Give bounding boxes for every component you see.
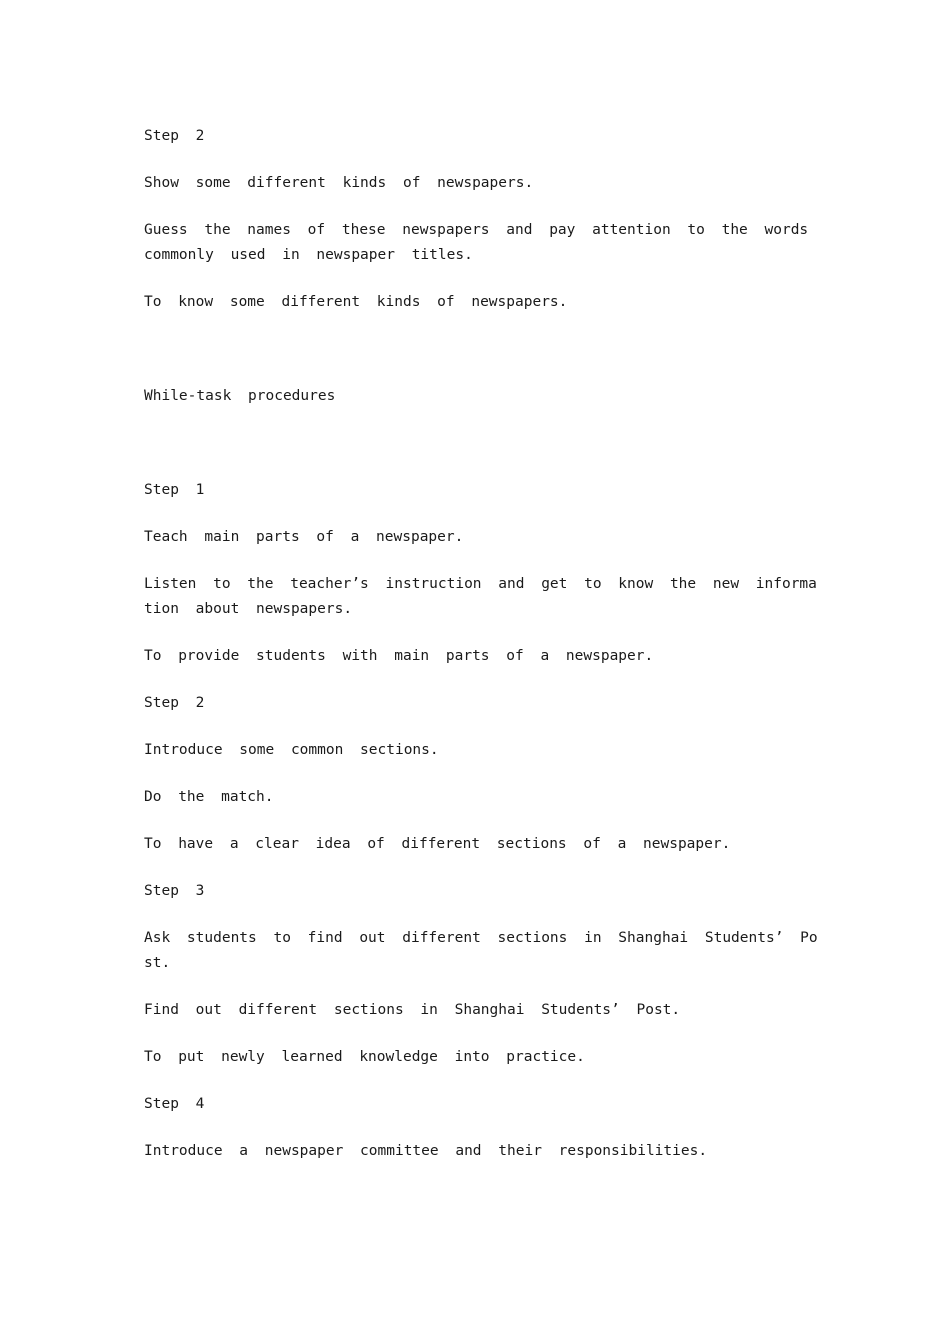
paragraph bbox=[144, 644, 809, 669]
text-line: Ask students to find out different sections in Shanghai Students’ Po bbox=[144, 930, 818, 946]
step-heading bbox=[144, 478, 809, 503]
text-line: Step 2 bbox=[144, 128, 205, 144]
paragraph bbox=[144, 290, 809, 315]
text-line: To know some different kinds of newspapers. bbox=[144, 294, 568, 310]
paragraph bbox=[144, 525, 809, 550]
text-line: Step 3 bbox=[144, 883, 205, 899]
text-line: Step 1 bbox=[144, 482, 205, 498]
paragraph bbox=[144, 832, 809, 857]
text-line: To provide students with main parts of a newspaper. bbox=[144, 648, 654, 664]
step-heading bbox=[144, 879, 809, 904]
text-line: While-task procedures bbox=[144, 388, 336, 404]
paragraph bbox=[144, 572, 817, 622]
paragraph bbox=[144, 926, 818, 976]
text-line: commonly used in newspaper titles. bbox=[144, 247, 473, 263]
step-heading bbox=[144, 124, 809, 149]
text-line: To have a clear idea of different sections of a newspaper. bbox=[144, 836, 731, 852]
step-heading bbox=[144, 691, 809, 716]
document-body bbox=[144, 124, 818, 1186]
text-line: st. bbox=[144, 955, 171, 971]
text-line: Listen to the teacher’s instruction and get to know the new informa bbox=[144, 576, 817, 592]
paragraph bbox=[144, 1045, 809, 1070]
text-line: Show some different kinds of newspapers. bbox=[144, 175, 534, 191]
text-line: Teach main parts of a newspaper. bbox=[144, 529, 464, 545]
paragraph bbox=[144, 171, 809, 196]
paragraph bbox=[144, 1139, 809, 1164]
text-line: Introduce a newspaper committee and their responsibilities. bbox=[144, 1143, 708, 1159]
text-line: Do the match. bbox=[144, 789, 274, 805]
step-heading bbox=[144, 1092, 809, 1117]
text-line: Step 4 bbox=[144, 1096, 205, 1112]
text-line: Step 2 bbox=[144, 695, 205, 711]
paragraph bbox=[144, 998, 809, 1023]
section-heading bbox=[144, 384, 809, 409]
text-line: To put newly learned knowledge into practice. bbox=[144, 1049, 585, 1065]
paragraph bbox=[144, 738, 809, 763]
text-line: Guess the names of these newspapers and pay attention to the words bbox=[144, 222, 809, 238]
paragraph bbox=[144, 218, 809, 268]
text-line: Find out different sections in Shanghai Students’ Post. bbox=[144, 1002, 681, 1018]
paragraph bbox=[144, 785, 809, 810]
text-line: tion about newspapers. bbox=[144, 601, 353, 617]
text-line: Introduce some common sections. bbox=[144, 742, 439, 758]
